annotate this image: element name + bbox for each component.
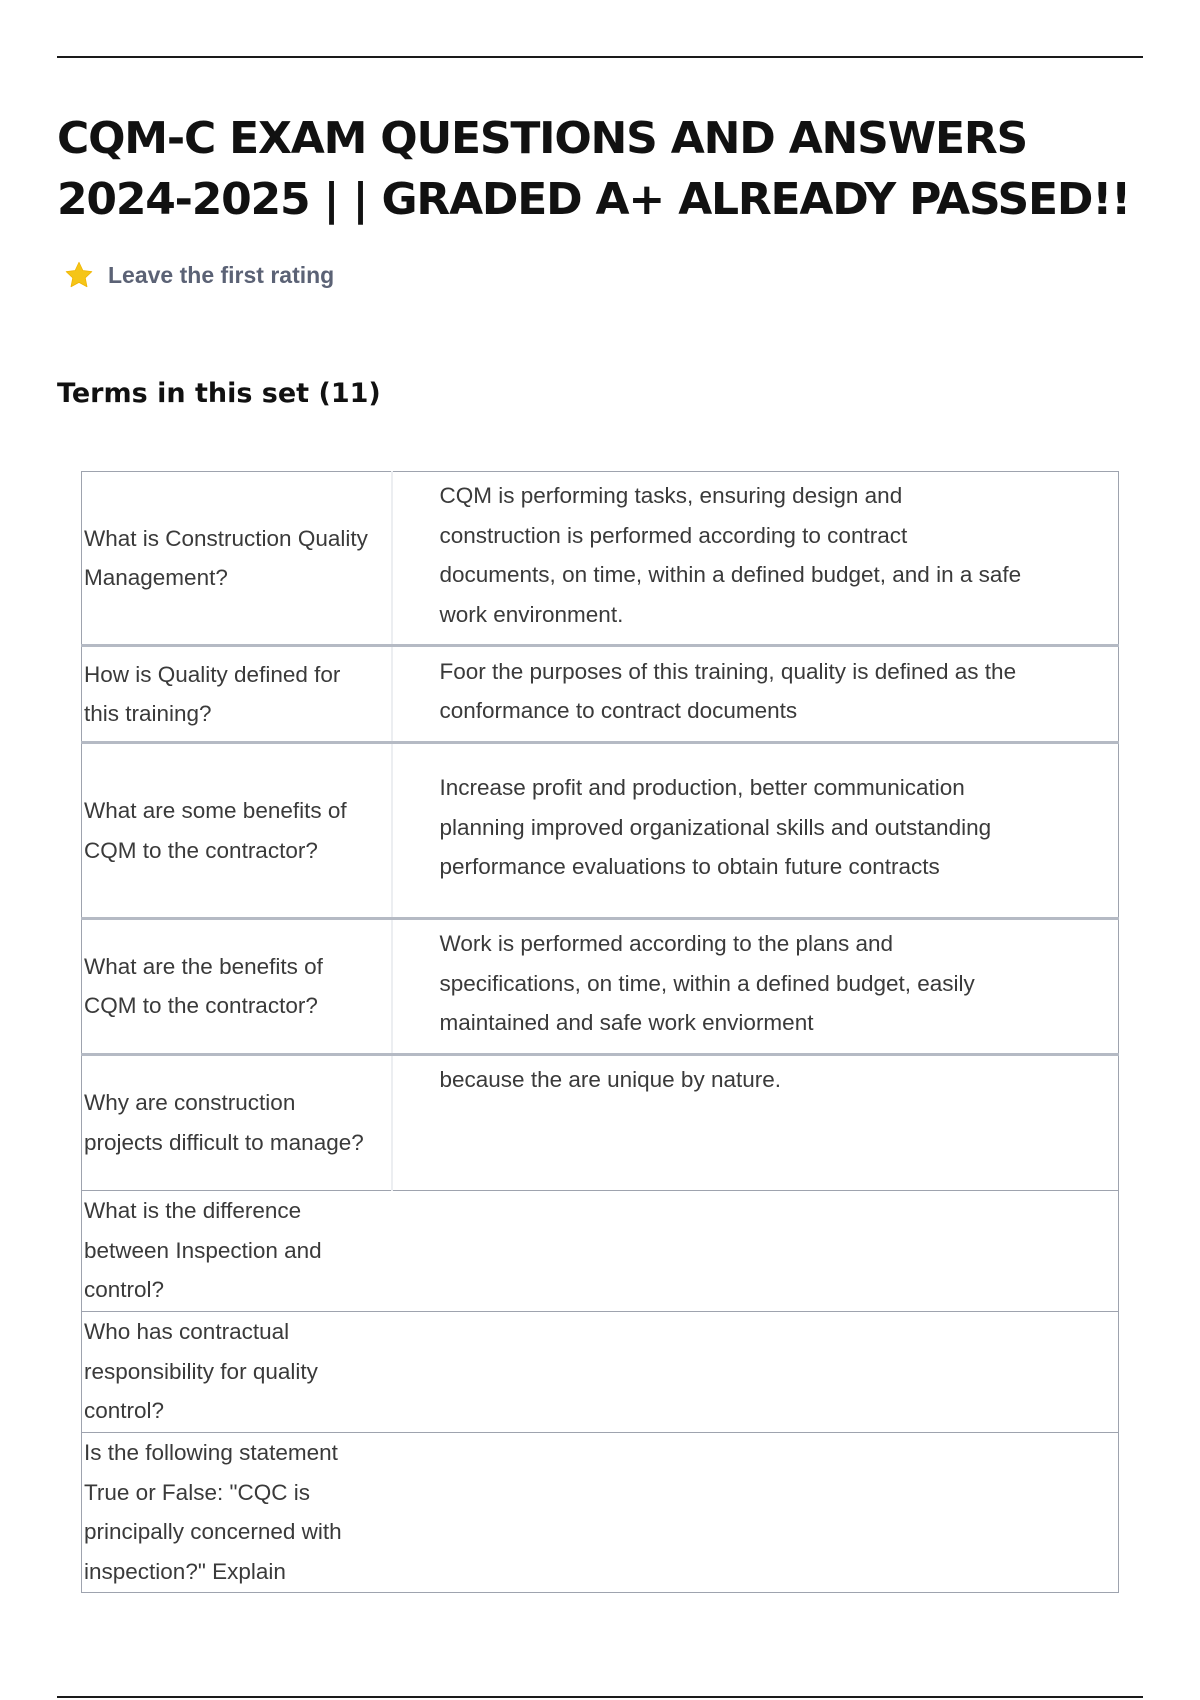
term-cell — [82, 1190, 392, 1311]
star-icon — [64, 260, 94, 290]
term-text: What is the difference between Inspection and control? — [84, 1198, 322, 1303]
table-row — [82, 472, 1119, 646]
rating-link[interactable]: Leave the first rating — [108, 261, 335, 288]
table-row — [82, 1432, 1119, 1592]
definition-cell — [392, 472, 1119, 646]
term-text: What is Construction Quality Management? — [84, 525, 368, 590]
table-row — [82, 1054, 1119, 1190]
term-text: How is Quality defined for this training? — [84, 661, 341, 726]
table-row — [82, 1190, 1119, 1311]
terms-table — [81, 471, 1119, 1593]
term-cell — [82, 743, 392, 919]
term-cell — [82, 1054, 392, 1190]
definition-cell — [392, 919, 1119, 1055]
definition-cell — [392, 1311, 1119, 1432]
definition-cell — [392, 646, 1119, 743]
term-text: Is the following statement True or False: "CQC is principally concerned with inspection?" Explain — [84, 1440, 342, 1584]
term-cell — [82, 919, 392, 1055]
term-cell — [82, 1432, 392, 1592]
table-row — [82, 1311, 1119, 1432]
definition-cell — [392, 1054, 1119, 1190]
table-row — [82, 646, 1119, 743]
definition-text: Foor the purposes of this training, quality is defined as the conformance to contract documents — [439, 658, 1017, 723]
definition-cell — [392, 1432, 1119, 1592]
definition-cell — [392, 1190, 1119, 1311]
definition-text: CQM is performing tasks, ensuring design and construction is performed according to contract documents, on time, within a defined budget, and in a safe work environment. — [439, 483, 1022, 627]
document-title: CQM-C EXAM QUESTIONS AND ANSWERS 2024-2025 | | GRADED A+ ALREADY PASSED!! — [57, 113, 1130, 225]
table-row — [82, 743, 1119, 919]
definition-text: because the are unique by nature. — [439, 1066, 781, 1092]
term-text: Why are construction projects difficult to manage? — [84, 1090, 364, 1155]
term-text: What are some benefits of CQM to the contractor? — [84, 798, 347, 863]
term-cell — [82, 1311, 392, 1432]
term-cell — [82, 472, 392, 646]
bottom-rule — [57, 1696, 1143, 1698]
term-cell — [82, 646, 392, 743]
table-row — [82, 919, 1119, 1055]
top-rule — [57, 56, 1143, 58]
term-text: What are the benefits of CQM to the contractor? — [84, 953, 323, 1019]
rating-prompt[interactable] — [64, 260, 334, 290]
term-text: Who has contractual responsibility for quality control? — [84, 1319, 318, 1424]
terms-heading: Terms in this set (11) — [57, 378, 381, 409]
definition-text: Work is performed according to the plans and specifications, on time, within a defined budget, easily maintained and safe work enviorment — [439, 931, 975, 1035]
definition-text: Increase profit and production, better communication planning improved organizational skills and outstanding performance evaluations to obtain future contracts — [439, 775, 992, 880]
definition-cell — [392, 743, 1119, 919]
